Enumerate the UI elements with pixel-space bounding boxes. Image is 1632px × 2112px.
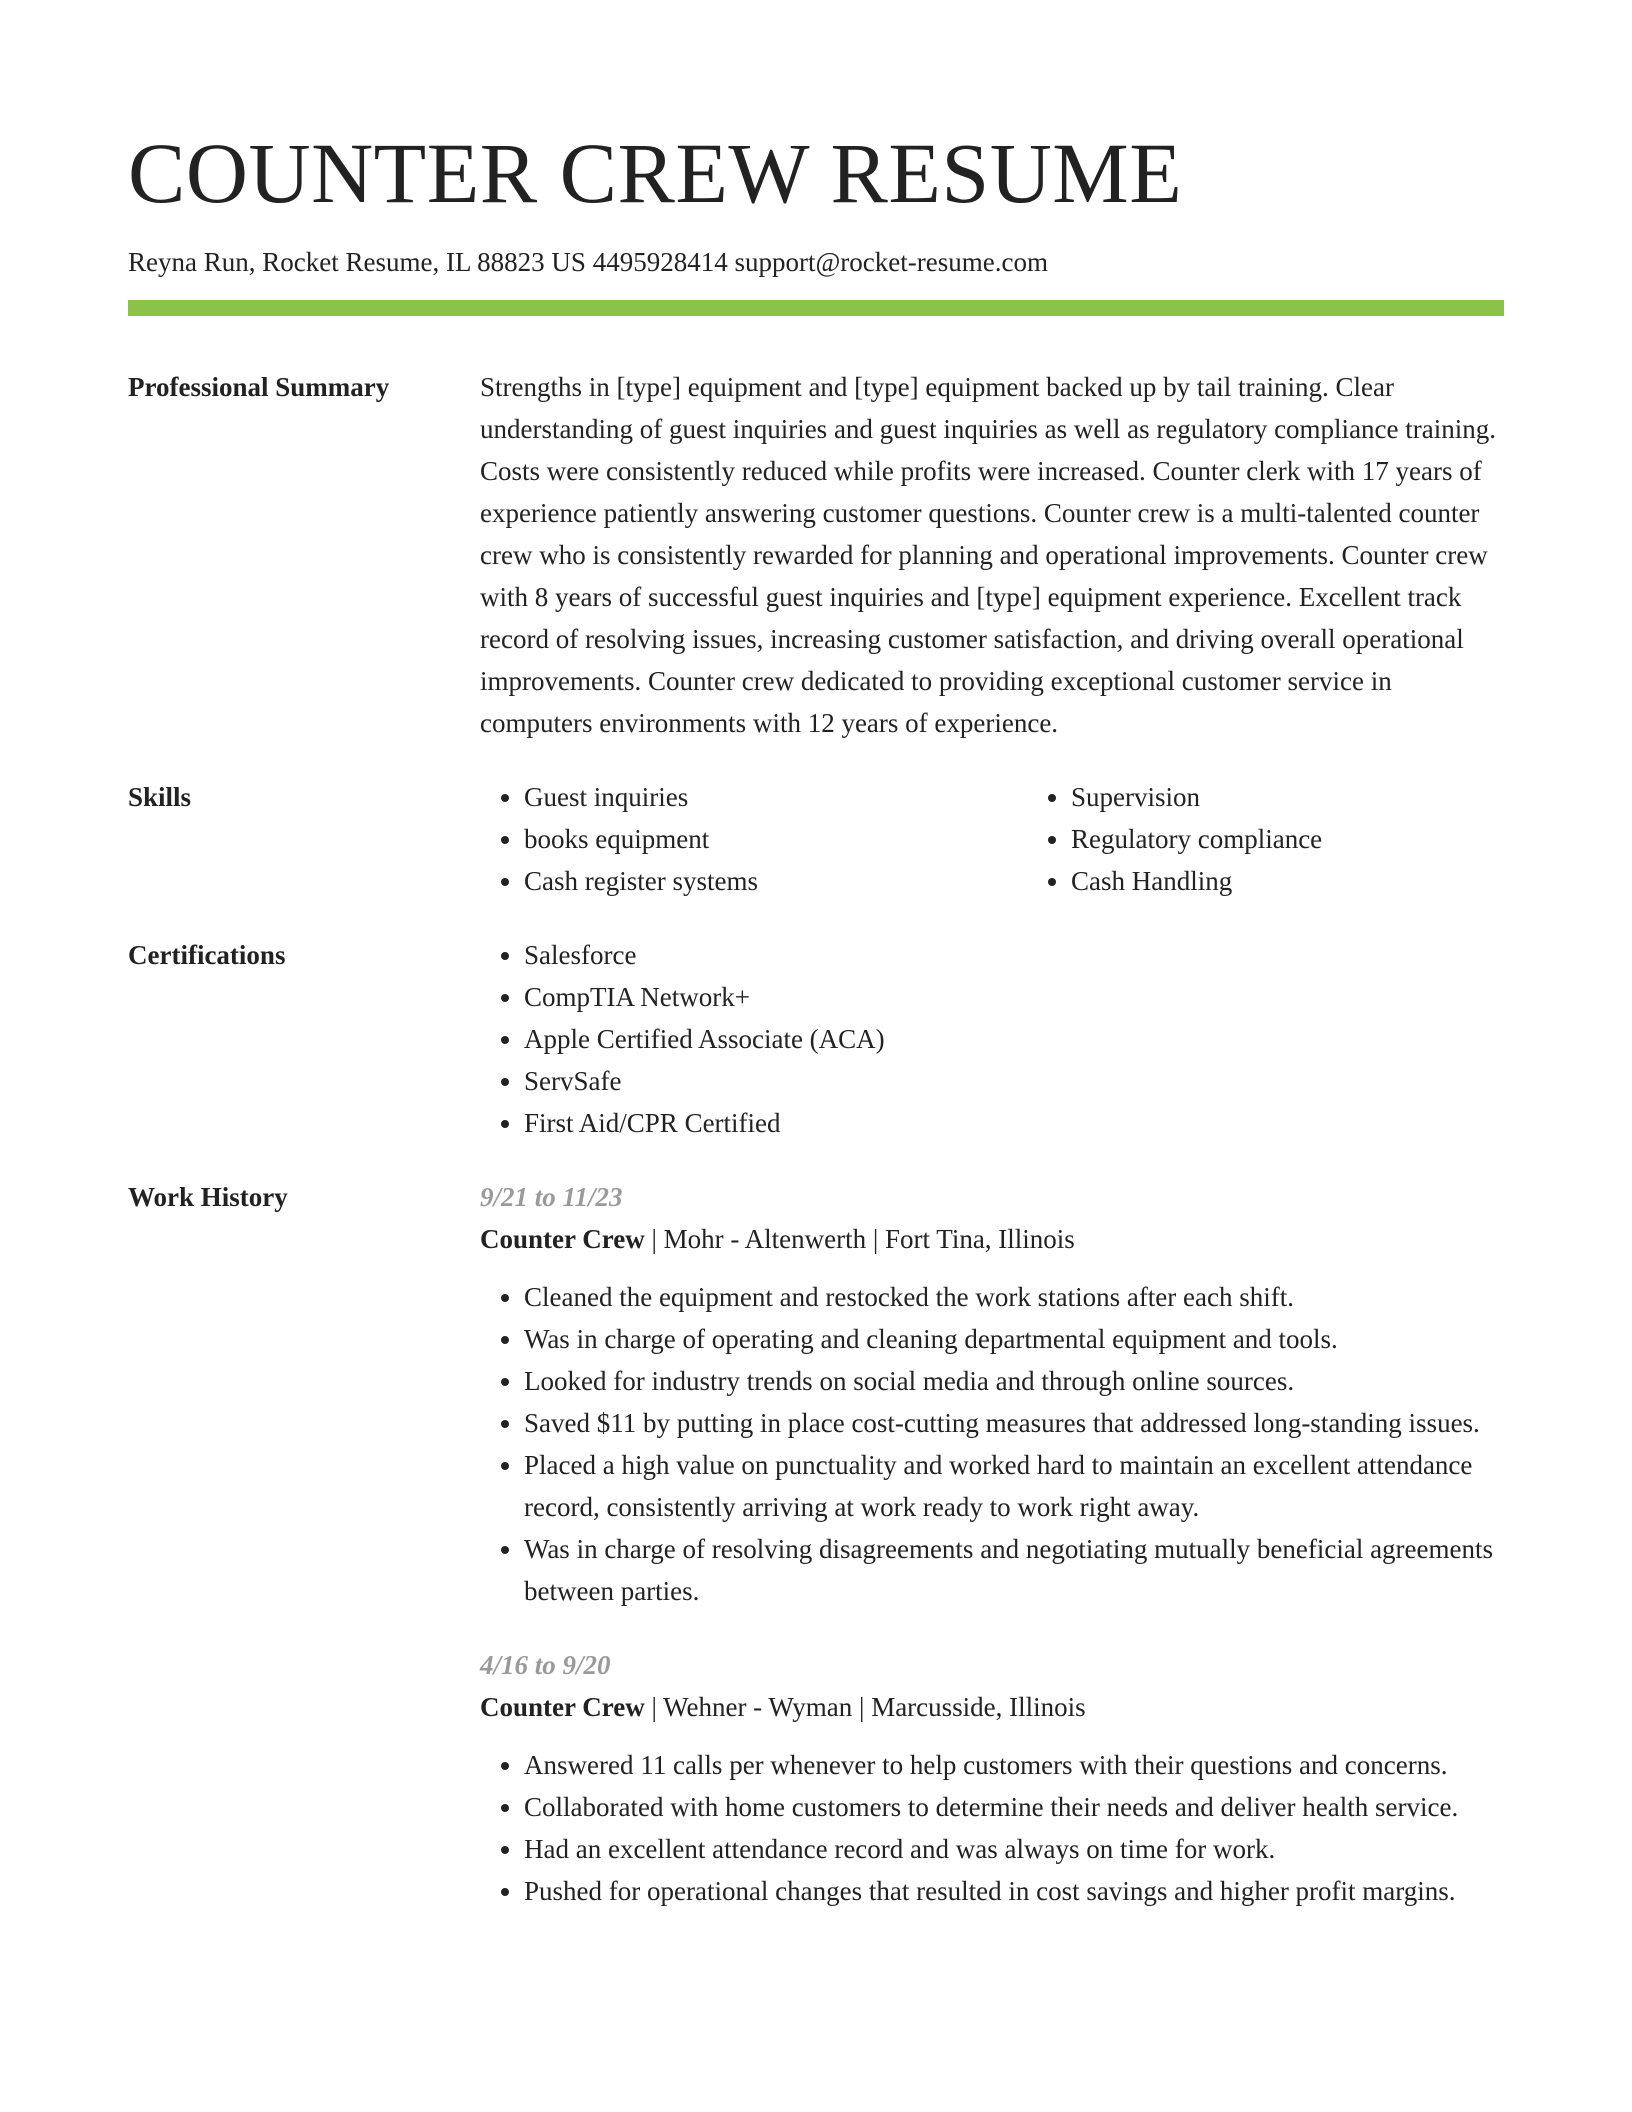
section-label: Professional Summary: [128, 372, 390, 403]
job-bullet: • Was in charge of operating and cleaning departmental equipment and tools.: [524, 1318, 1504, 1360]
job-entry: [480, 1176, 1504, 1612]
job-title: Counter Crew: [480, 1692, 645, 1723]
skill-item: • Guest inquiries: [524, 776, 1027, 818]
section-label: Skills: [128, 782, 192, 813]
header-divider: [128, 300, 1504, 316]
job-bullet: • Answered 11 calls per whenever to help customers with their questions and concerns.: [524, 1744, 1504, 1786]
certification-item: • First Aid/CPR Certified: [524, 1102, 1504, 1144]
job-bullets: [480, 1276, 1504, 1612]
job-bullet: • Collaborated with home customers to determine their needs and deliver health service.: [524, 1786, 1504, 1828]
skill-item: • Supervision: [1071, 776, 1574, 818]
resume-title: COUNTER CREW RESUME: [128, 125, 1183, 221]
job-bullet: • Looked for industry trends on social media and through online sources.: [524, 1360, 1504, 1402]
job-heading: [480, 1218, 1504, 1260]
job-bullets: [480, 1744, 1504, 1912]
certifications-list: [480, 934, 1504, 1144]
skill-item: • books equipment: [524, 818, 1027, 860]
job-dates: 4/16 to 9/20: [480, 1650, 611, 1681]
skill-item: • Cash Handling: [1071, 860, 1574, 902]
section-label: Certifications: [128, 940, 286, 971]
job-bullet: • Saved $11 by putting in place cost-cutting measures that addressed long-standing issues.: [524, 1402, 1504, 1444]
job-bullet: • Had an excellent attendance record and was always on time for work.: [524, 1828, 1504, 1870]
skills-list-right: [1027, 776, 1574, 902]
job-employer-location: | Wehner - Wyman | Marcusside, Illinois: [644, 1692, 1086, 1723]
certification-item: • Salesforce: [524, 934, 1504, 976]
contact-line: Reyna Run, Rocket Resume, IL 88823 US 4495928414 support@rocket-resume.com: [128, 247, 1048, 277]
job-employer-location: | Mohr - Altenwerth | Fort Tina, Illinois: [644, 1224, 1075, 1255]
section-label: Work History: [128, 1182, 288, 1213]
work-history-section: [128, 1176, 1504, 1912]
job-bullet: • Pushed for operational changes that resulted in cost savings and higher profit margins.: [524, 1870, 1504, 1912]
certification-item: • ServSafe: [524, 1060, 1504, 1102]
skills-list-left: [480, 776, 1027, 902]
certification-item: • Apple Certified Associate (ACA): [524, 1018, 1504, 1060]
summary-text: Strengths in [type] equipment and [type] equipment backed up by tail training. Clear understanding of guest inquiries and guest inquiries as well as regulatory compliance training. Costs were consistently reduced while profits were increased. Counter clerk with 17 years of experience patiently answering customer questions. Counter crew is a multi-talented counter crew who is consistently rewarded for planning and operational improvements. Counter crew with 8 years of successful guest inquiries and [type] equipment experience. Excellent track record of resolving issues, increasing customer satisfaction, and driving overall operational improvements. Counter crew dedicated to providing exceptional customer service in computers environments with 12 years of experience.: [480, 372, 1496, 739]
job-bullet: • Was in charge of resolving disagreements and negotiating mutually beneficial agreements between parties.: [524, 1528, 1504, 1612]
job-heading: [480, 1686, 1504, 1728]
job-title: Counter Crew: [480, 1224, 645, 1255]
summary-section: [128, 366, 1504, 744]
skill-item: • Regulatory compliance: [1071, 818, 1574, 860]
job-dates: 9/21 to 11/23: [480, 1182, 623, 1213]
job-entry: [480, 1644, 1504, 1912]
certification-item: • CompTIA Network+: [524, 976, 1504, 1018]
job-bullet: • Cleaned the equipment and restocked the work stations after each shift.: [524, 1276, 1504, 1318]
skill-item: • Cash register systems: [524, 860, 1027, 902]
skills-section: [128, 776, 1504, 902]
certifications-section: [128, 934, 1504, 1144]
job-bullet: • Placed a high value on punctuality and worked hard to maintain an excellent attendance record, consistently arriving at work ready to work right away.: [524, 1444, 1504, 1528]
